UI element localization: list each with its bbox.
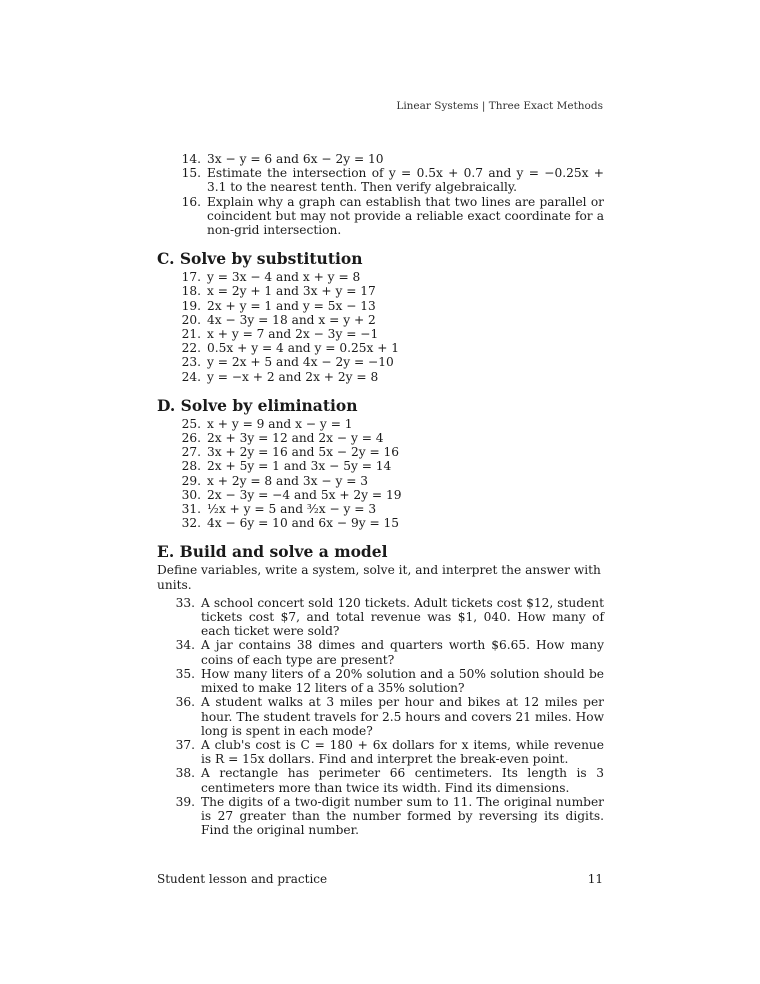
item-text: A rectangle has perimeter 66 centimeters. Its length is 3 centimeters more than twice its width. Find its dimensions. <box>201 766 604 795</box>
item-number: 29. <box>181 473 201 488</box>
list-item <box>157 313 604 327</box>
list-item <box>157 445 604 459</box>
item-number: 31. <box>181 502 201 517</box>
item-number: 37. <box>175 737 195 752</box>
list-item <box>157 152 604 166</box>
item-number: 24. <box>181 369 201 384</box>
item-number: 23. <box>181 355 201 370</box>
list-item <box>157 459 604 473</box>
list-item <box>157 667 604 695</box>
item-number: 33. <box>175 595 195 610</box>
list-item <box>157 370 604 384</box>
item-text: Estimate the intersection of y = 0.5x + 0.7 and y = −0.25x + 3.1 to the nearest tenth. Then verify algebraically. <box>207 166 604 195</box>
item-number: 14. <box>181 152 201 166</box>
item-text: 3x + 2y = 16 and 5x − 2y = 16 <box>207 445 400 460</box>
item-text: A jar contains 38 dimes and quarters worth $6.65. How many coins of each type are present? <box>201 638 604 667</box>
item-number: 17. <box>181 270 201 285</box>
section-intro: Define variables, write a system, solve it, and interpret the answer with units. <box>157 563 601 592</box>
section-b-tail-list <box>157 152 604 237</box>
item-number: 30. <box>181 487 201 502</box>
item-text: x + 2y = 8 and 3x − y = 3 <box>207 473 369 488</box>
list-item <box>157 355 604 369</box>
item-text: ½x + y = 5 and ³⁄₂x − y = 3 <box>207 502 377 517</box>
item-text: 2x + y = 1 and y = 5x − 13 <box>207 298 376 313</box>
list-item <box>157 195 604 238</box>
list-item <box>157 638 604 666</box>
list-item <box>157 695 604 738</box>
item-number: 20. <box>181 312 201 327</box>
item-number: 22. <box>181 341 201 356</box>
item-number: 36. <box>175 695 195 710</box>
item-text: 2x + 5y = 1 and 3x − 5y = 14 <box>207 459 392 474</box>
item-number: 21. <box>181 327 201 342</box>
page-number: 11 <box>587 872 603 886</box>
item-number: 39. <box>175 794 195 809</box>
item-number: 38. <box>175 766 195 781</box>
list-item <box>157 516 604 530</box>
item-number: 35. <box>175 666 195 681</box>
list-item <box>157 166 604 194</box>
item-text: A student walks at 3 miles per hour and bikes at 12 miles per hour. The student travels for 2.5 hours and covers 21 miles. How long is spent in each mode? <box>201 695 604 738</box>
item-number: 32. <box>181 516 201 531</box>
item-text: 2x − 3y = −4 and 5x + 2y = 19 <box>207 487 402 502</box>
list-item <box>157 738 604 766</box>
list-item <box>157 474 604 488</box>
item-number: 19. <box>181 298 201 313</box>
item-text: x + y = 7 and 2x − 3y = −1 <box>207 327 379 342</box>
item-text: A school concert sold 120 tickets. Adult tickets cost $12, student tickets cost $7, and total revenue was $1, 040. How many of each ticket were sold? <box>201 595 604 639</box>
list-item <box>157 417 604 431</box>
page-content <box>157 152 604 837</box>
list-item <box>157 502 604 516</box>
list-item <box>157 795 604 838</box>
item-number: 26. <box>181 431 201 446</box>
item-number: 16. <box>181 194 201 209</box>
item-number: 15. <box>181 166 201 181</box>
list-item <box>157 341 604 355</box>
item-text: 3x − y = 6 and 6x − 2y = 10 <box>207 152 384 166</box>
list-item <box>157 284 604 298</box>
item-number: 18. <box>181 284 201 299</box>
item-text: The digits of a two-digit number sum to 11. The original number is 27 greater than the number formed by reversing its digits. Find the original number. <box>201 794 604 838</box>
footer-left-text: Student lesson and practice <box>157 872 328 886</box>
section-d-list <box>157 417 604 531</box>
section-heading: D. Solve by elimination <box>157 395 358 415</box>
item-text: Explain why a graph can establish that two lines are parallel or coincident but may not provide a reliable exact coordinate for a non-grid intersection. <box>207 194 604 238</box>
section-heading: C. Solve by substitution <box>157 249 363 269</box>
list-item <box>157 766 604 794</box>
item-text: x = 2y + 1 and 3x + y = 17 <box>207 284 376 299</box>
item-text: x + y = 9 and x − y = 1 <box>207 416 353 431</box>
list-item <box>157 596 604 639</box>
item-text: y = 3x − 4 and x + y = 8 <box>207 270 361 285</box>
item-number: 25. <box>181 416 201 431</box>
item-text: y = 2x + 5 and 4x − 2y = −10 <box>207 355 394 370</box>
item-text: 4x − 3y = 18 and x = y + 2 <box>207 312 376 327</box>
item-number: 27. <box>181 445 201 460</box>
item-number: 34. <box>175 638 195 653</box>
item-text: y = −x + 2 and 2x + 2y = 8 <box>207 369 379 384</box>
list-item <box>157 327 604 341</box>
item-text: 2x + 3y = 12 and 2x − y = 4 <box>207 431 384 446</box>
section-c-list <box>157 270 604 384</box>
item-text: How many liters of a 20% solution and a 50% solution should be mixed to make 12 liters of a 35% solution? <box>201 666 604 696</box>
running-header: Linear Systems | Three Exact Methods <box>396 100 603 112</box>
list-item <box>157 431 604 445</box>
item-text: 4x − 6y = 10 and 6x − 9y = 15 <box>207 516 400 531</box>
section-e-list <box>157 596 604 837</box>
list-item <box>157 299 604 313</box>
item-text: 0.5x + y = 4 and y = 0.25x + 1 <box>207 341 400 356</box>
section-heading: E. Build and solve a model <box>157 542 388 562</box>
item-text: A club's cost is C = 180 + 6x dollars for x items, while revenue is R = 15x dollars. Find and interpret the break-even point. <box>201 737 604 767</box>
list-item <box>157 270 604 284</box>
item-number: 28. <box>181 459 201 474</box>
list-item <box>157 488 604 502</box>
